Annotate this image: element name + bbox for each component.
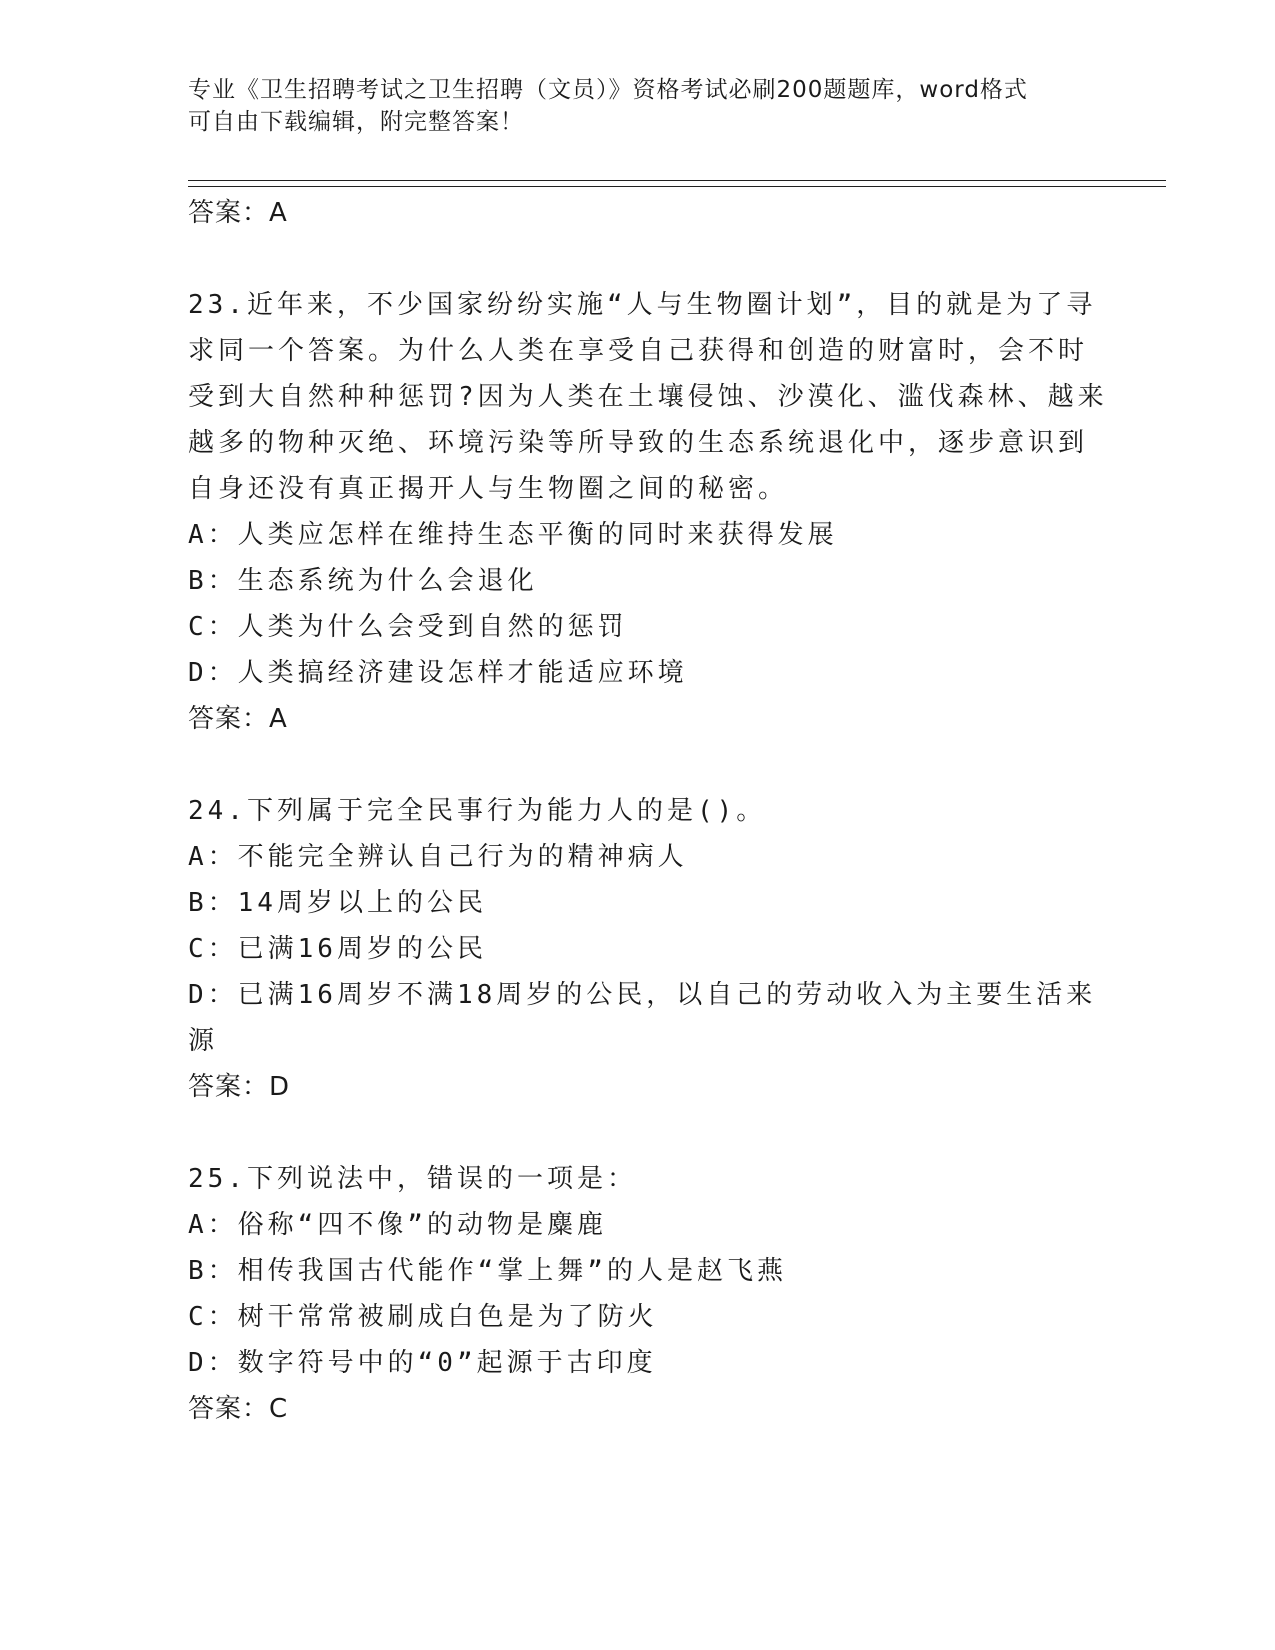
question-stem-line: 23.近年来，不少国家纷纷实施“人与生物圈计划”，目的就是为了寻 [188,290,1097,320]
answer-label: 答案：C [188,1394,289,1424]
question-stem-line: 求同一个答案。为什么人类在享受自己获得和创造的财富时，会不时 [188,336,1089,366]
option-a: A：不能完全辨认自己行为的精神病人 [188,842,688,872]
answer-label: 答案：A [188,704,288,734]
option-d-continuation: 源 [188,1026,219,1056]
option-d: D：人类搞经济建设怎样才能适应环境 [188,658,688,688]
answer-label: 答案：D [188,1072,291,1102]
header-divider-top [188,180,1166,181]
header-line-2: 可自由下载编辑，附完整答案！ [188,109,524,135]
header-divider-bottom [188,186,1166,187]
option-a: A：俗称“四不像”的动物是麋鹿 [188,1210,607,1240]
spacer [188,742,1088,788]
option-c: C：已满16周岁的公民 [188,934,487,964]
question-25 [188,1156,1088,1432]
question-stem-line: 受到大自然种种惩罚?因为人类在土壤侵蚀、沙漠化、滥伐森林、越来 [188,382,1108,412]
question-stem-line: 越多的物种灭绝、环境污染等所导致的生态系统退化中，逐步意识到 [188,428,1089,458]
question-24 [188,788,1097,1110]
option-a: A：人类应怎样在维持生态平衡的同时来获得发展 [188,520,838,550]
question-stem-line: 25.下列说法中，错误的一项是： [188,1164,637,1194]
option-b: B：相传我国古代能作“掌上舞”的人是赵飞燕 [188,1256,787,1286]
option-b: B：14周岁以上的公民 [188,888,487,918]
option-d: D：数字符号中的“0”起源于古印度 [188,1348,657,1378]
spacer [188,1110,1088,1156]
question-stem-line: 24.下列属于完全民事行为能力人的是()。 [188,796,767,826]
option-b: B：生态系统为什么会退化 [188,566,538,596]
question-23 [188,282,1108,742]
header-line-1: 专业《卫生招聘考试之卫生招聘（文员）》资格考试必刷200题题库，word格式 [188,77,1028,103]
document-header [188,74,1068,138]
option-c: C：人类为什么会受到自然的惩罚 [188,612,628,642]
spacer [188,236,1088,282]
previous-answer: 答案：A [188,198,288,228]
question-stem-line: 自身还没有真正揭开人与生物圈之间的秘密。 [188,474,789,504]
option-d: D：已满16周岁不满18周岁的公民，以自己的劳动收入为主要生活来 [188,980,1097,1010]
question-content [188,190,1108,1432]
option-c: C：树干常常被刷成白色是为了防火 [188,1302,658,1332]
